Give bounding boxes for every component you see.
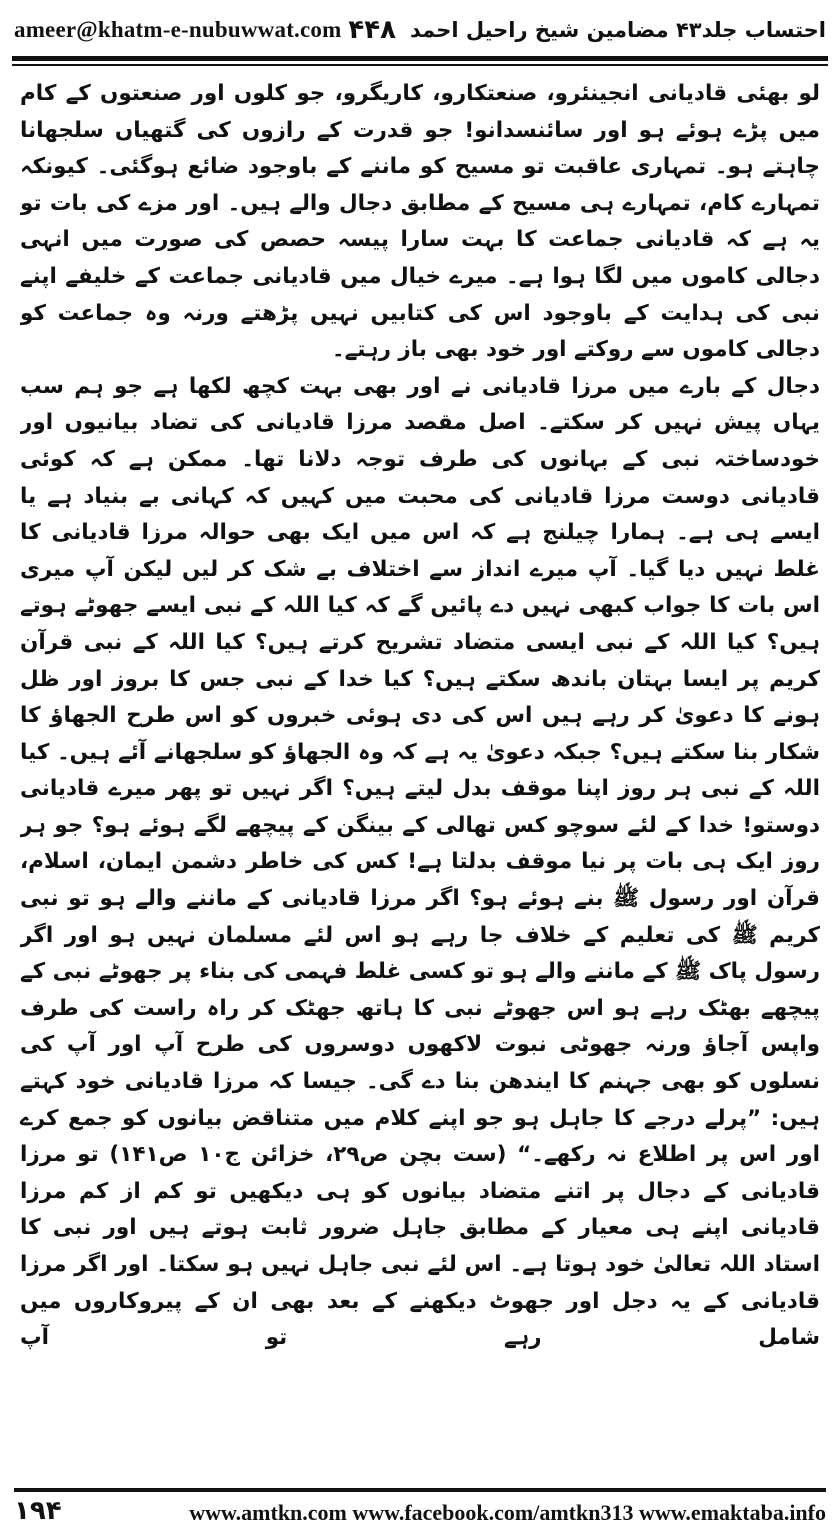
header-book-title: احتساب جلد۴۳ مضامین شیخ راحیل احمد [410, 18, 826, 42]
footer-rule [14, 1488, 826, 1492]
footer-page-number: ۱۹۴ [14, 1496, 62, 1526]
header-rule-thick [12, 56, 828, 61]
header-rule-thin [12, 64, 828, 66]
header-title-group [348, 15, 826, 45]
paragraph-2: دجال کے بارے میں مرزا قادیانی نے اور بھی بہت کچھ لکھا ہے جو ہم سب یہاں پیش نہیں کر سکتے۔ اصل مقصد مرزا قادیانی کی تضاد بیانیوں اور خودساختہ نبی کے بہانوں کی طرف توجہ دلانا تھا۔ ممکن ہے کہ کوئی قادیانی دوست مرزا قادیانی کی محبت میں کہیں کہ کہانی بے بنیاد ہے یا ایسے ہی ہے۔ ہمارا چیلنج ہے کہ اس میں ایک بھی حوالہ مرزا قادیانی کا غلط نہیں دیا گیا۔ آپ میرے انداز سے اختلاف بے شک کر لیں لیکن آپ میری اس بات کا جواب کبھی نہیں دے پائیں گے کہ کیا اللہ کے نبی ایسے جھوٹے ہوتے ہیں؟ کیا اللہ کے نبی ایسی متضاد تشریح کرتے ہیں؟ کیا اللہ کے نبی قرآن کریم پر ایسا بہتان باندھ سکتے ہیں؟ کیا خدا کے نبی جس کا بروز اور ظل ہونے کا دعویٰ کر رہے ہیں اس کی دی ہوئی خبروں کو اس طرح الجھاؤ کا شکار بنا سکتے ہیں؟ جبکہ دعویٰ یہ ہے کہ وہ الجھاؤ کو سلجھانے آئے ہیں۔ کیا اللہ کے نبی ہر روز اپنا موقف بدل لیتے ہیں؟ اگر نہیں تو پھر میرے قادیانی دوستو! خدا کے لئے سوچو کس تھالی کے بینگن کے پیچھے لگے ہوئے ہو؟ جو ہر روز ایک ہی بات پر نیا موقف بدلتا ہے! کس کی خاطر دشمن ایمان، اسلام، قرآن اور رسول ﷺ بنے ہوئے ہو؟ اگر مرزا قادیانی کے ماننے والے ہو تو نبی کریم ﷺ کی تعلیم کے خلاف جا رہے ہو اس لئے مسلمان نہیں ہو اور اگر رسول پاک ﷺ کے ماننے والے ہو تو کسی غلط فہمی کی بناء پر جھوٹے نبی کے پیچھے بھٹک رہے ہو اس جھوٹے نبی کا ہاتھ جھٹک کر راہ راست کی طرف واپس آجاؤ ورنہ جھوٹی نبوت لاکھوں دوسروں کی طرح آپ اور آپ کی نسلوں کو بھی جہنم کا ایندھن بنا دے گی۔ جیسا کہ مرزا قادیانی خود کہتے ہیں: ”پرلے درجے کا جاہل ہو جو اپنے کلام میں متناقض بیانوں کو جمع کرے اور اس پر اطلاع نہ رکھے۔“ (ست بچن ص۲۹، خزائن ج۱۰ ص۱۴۱) تو مرزا قادیانی کے دجال پر اتنے متضاد بیانوں کو ہی دیکھیں تو کم از کم مرزا قادیانی اپنے ہی معیار کے مطابق جاہل ضرور ثابت ہوتے ہیں اور نبی کا استاد اللہ تعالیٰ خود ہوتا ہے۔ اس لئے نبی جاہل نہیں ہو سکتا۔ اور اگر مرزا قادیانی کے یہ دجل اور جھوٹ دیکھنے کے بعد بھی ان کے پیروکاروں میں شامل رہے تو آپ [20, 373, 820, 1351]
page-header [14, 8, 826, 52]
article-body [20, 76, 820, 1474]
page-footer [14, 1488, 826, 1534]
paragraph-1: لو بھئی قادیانی انجینئرو، صنعتکارو، کاریگرو، جو کلوں اور صنعتوں کے کام میں پڑے ہوئے ہو اور سائنسدانو! جو قدرت کے رازوں کی گتھیاں سلجھانا چاہتے ہو۔ تمہاری عاقبت تو مسیح کو ماننے کے باوجود ضائع ہوگئی۔ کیونکہ تمہارے کام، تمہارے ہی مسیح کے مطابق دجال والے ہیں۔ اور مزے کی بات تو یہ ہے کہ قادیانی جماعت کا بہت سارا پیسہ حصص کی صورت میں انہی دجالی کاموں میں لگا ہوا ہے۔ میرے خیال میں قادیانی جماعت کے خلیفے اپنے نبی کی ہدایت کے باوجود اس کی کتابیں نہیں پڑھتے ورنہ وہ جماعت کو دجالی کاموں سے روکتے اور خود بھی باز رہتے۔ [20, 81, 820, 363]
footer-website-links[interactable]: www.amtkn.com www.facebook.com/amtkn313 www.emaktaba.info [189, 1500, 826, 1525]
header-email[interactable]: ameer@khatm-e-nubuwwat.com [14, 17, 342, 42]
header-page-number: ۴۴۸ [348, 15, 396, 45]
